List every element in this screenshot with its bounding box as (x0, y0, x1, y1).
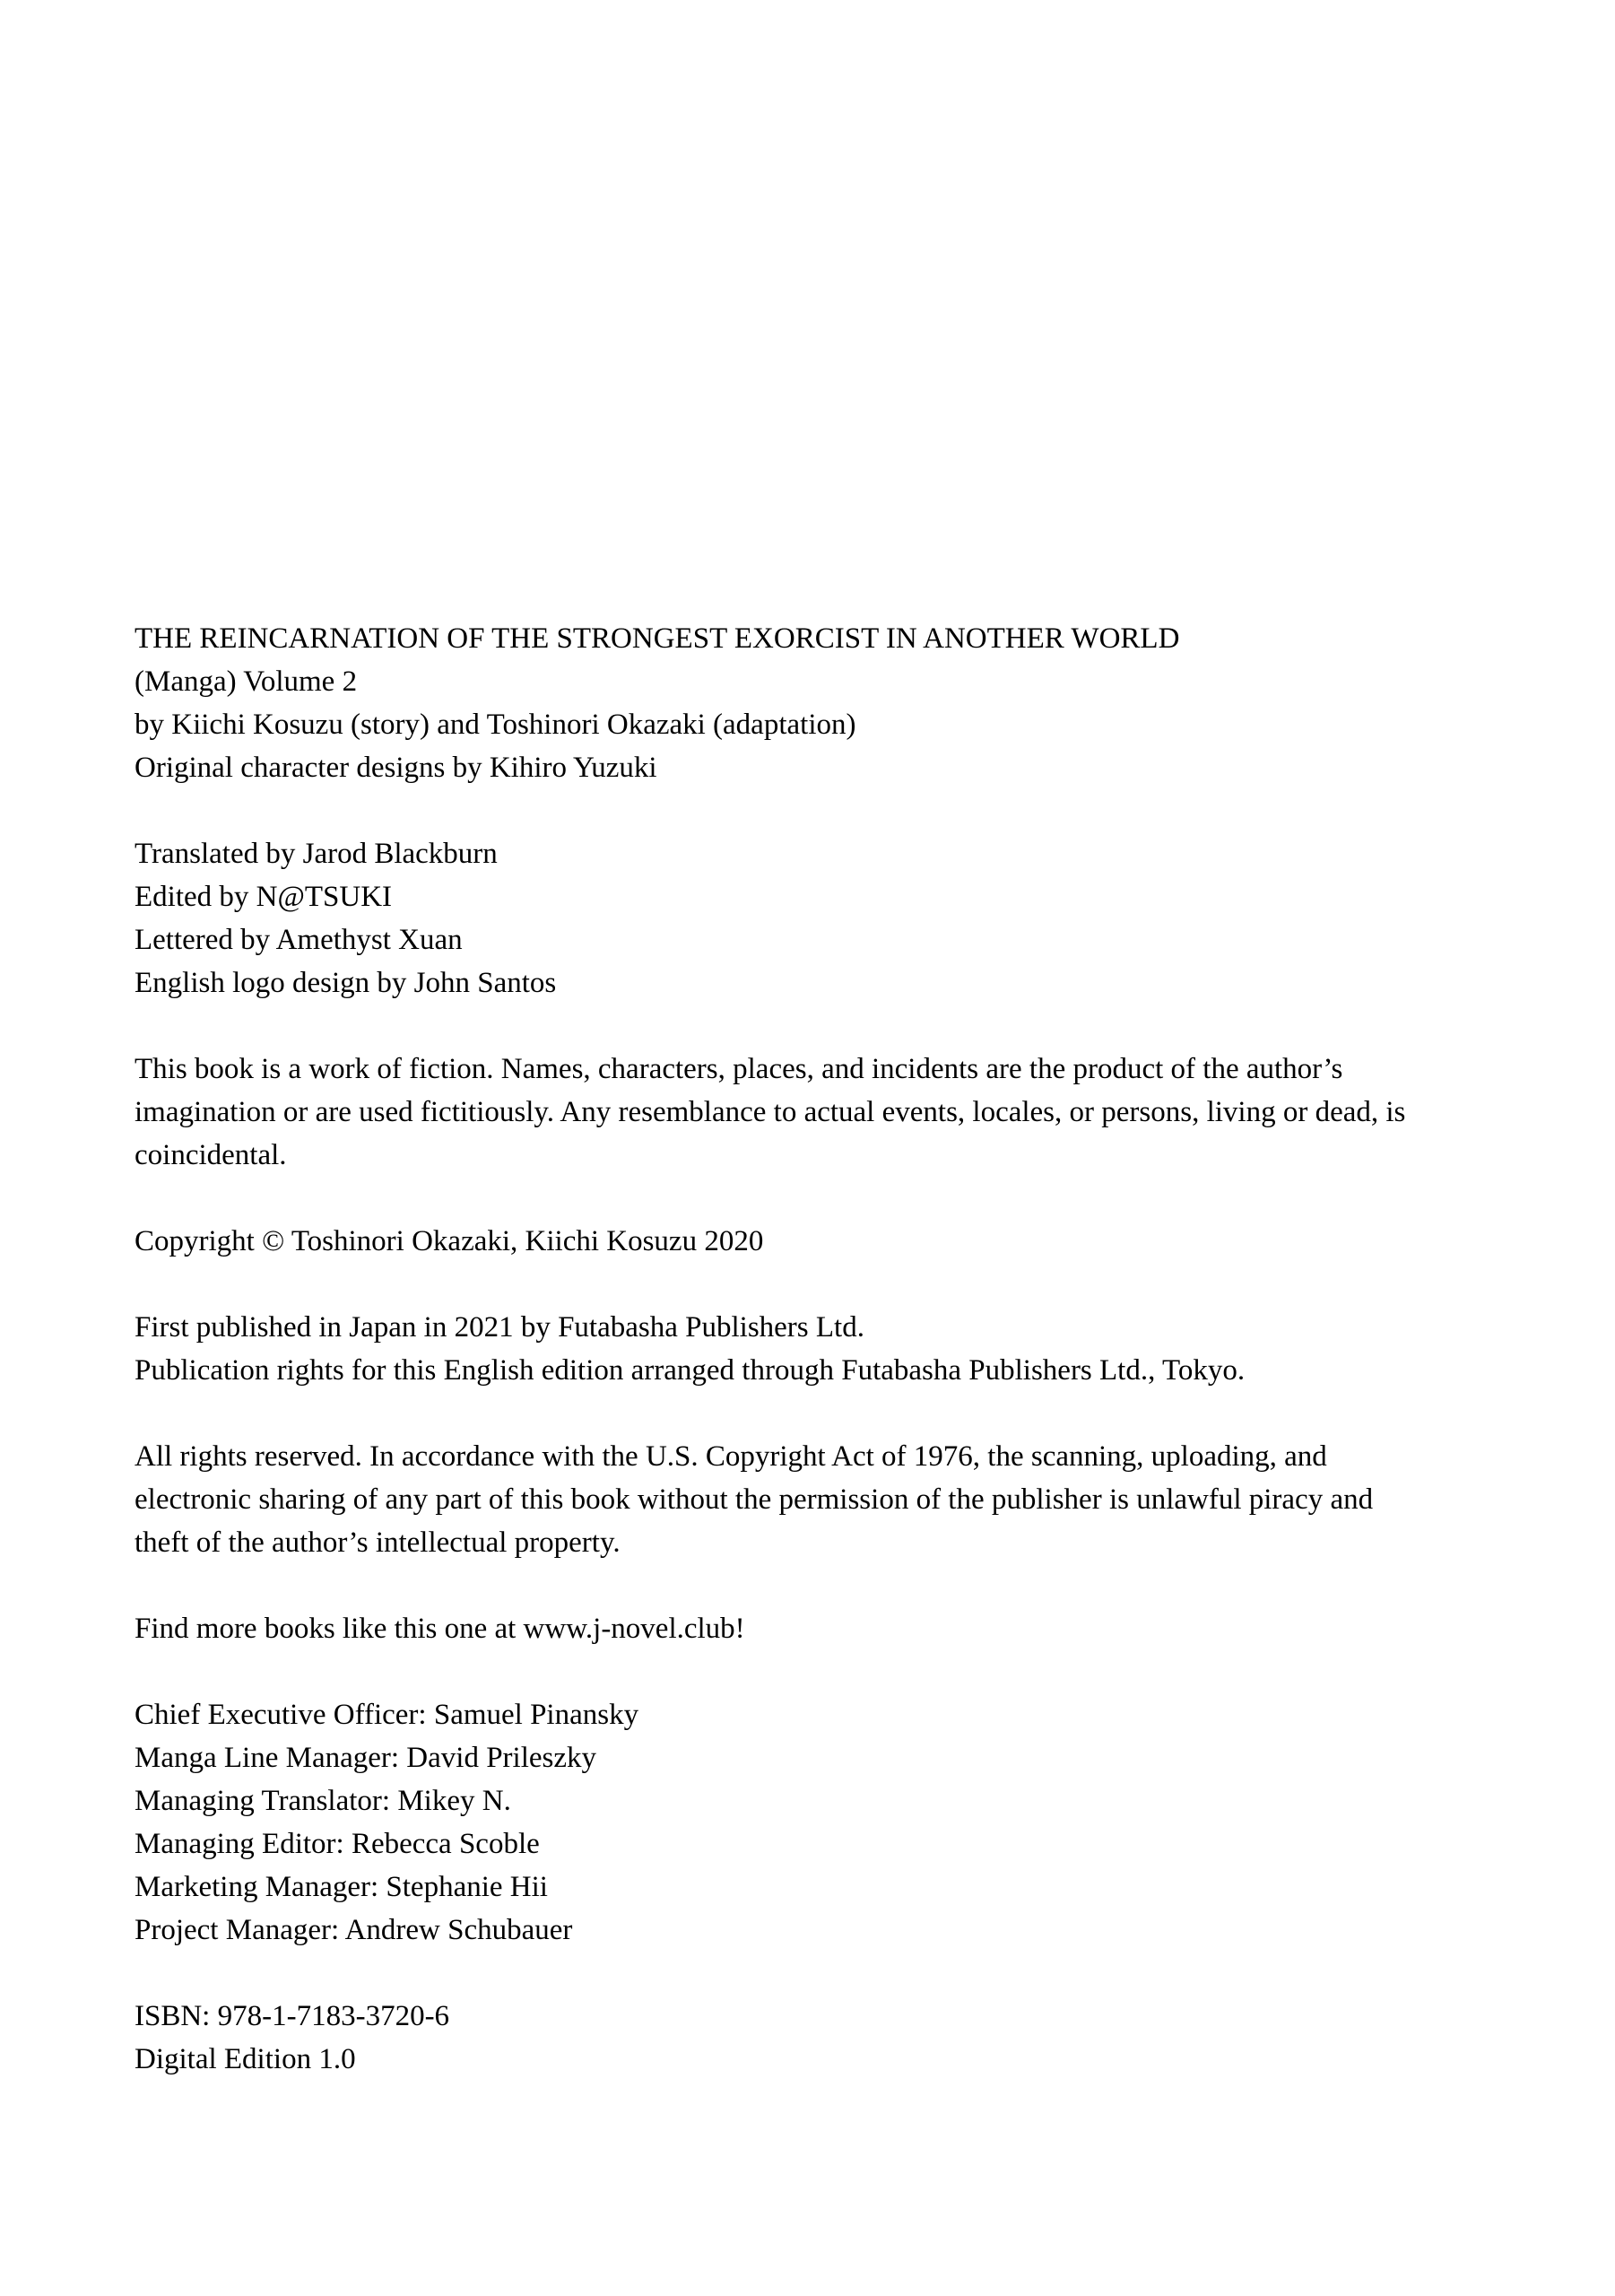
logo-designer-credit: English logo design by John Santos (135, 967, 557, 999)
ceo-credit: Chief Executive Officer: Samuel Pinansky (135, 1699, 639, 1731)
copyright-block (135, 1220, 1419, 1263)
fiction-disclaimer-text: This book is a work of fiction. Names, characters, places, and incidents are the product of the author’s imagination or are used fictitiously. Any resemblance to actual events, locales, or persons, living or dead, is coincidental. (135, 1053, 1406, 1171)
managing-editor-credit: Managing Editor: Rebecca Scoble (135, 1828, 540, 1860)
author-byline: by Kiichi Kosuzu (story) and Toshinori Okazaki (adaptation) (135, 709, 856, 741)
letterer-credit: Lettered by Amethyst Xuan (135, 924, 463, 956)
rights-arrangement-line: Publication rights for this English edition arranged through Futabasha Publishers Ltd., Tokyo. (135, 1354, 1246, 1387)
publication-block (135, 1306, 1419, 1392)
managing-translator-credit: Managing Translator: Mikey N. (135, 1785, 511, 1817)
editor-credit: Edited by N@TSUKI (135, 881, 393, 913)
colophon-text-column (135, 617, 1419, 2081)
find-more-text: Find more books like this one at www.j-novel.club! (135, 1613, 745, 1645)
character-designs-credit: Original character designs by Kihiro Yuzuki (135, 752, 657, 784)
isbn-line: ISBN: 978-1-7183-3720-6 (135, 2000, 450, 2032)
book-title: THE REINCARNATION OF THE STRONGEST EXORCIST IN ANOTHER WORLD (135, 622, 1180, 655)
title-block (135, 617, 1419, 789)
fiction-disclaimer (135, 1048, 1419, 1177)
corporate-credits-block (135, 1693, 1419, 1952)
translator-credit: Translated by Jarod Blackburn (135, 838, 498, 870)
marketing-manager-credit: Marketing Manager: Stephanie Hii (135, 1871, 548, 1903)
staff-block (135, 832, 1419, 1004)
first-published-line: First published in Japan in 2021 by Futabasha Publishers Ltd. (135, 1311, 864, 1344)
find-more-block (135, 1607, 1419, 1650)
copyright-notice: Copyright © Toshinori Okazaki, Kiichi Kosuzu 2020 (135, 1225, 764, 1257)
project-manager-credit: Project Manager: Andrew Schubauer (135, 1914, 573, 1946)
edition-block (135, 1995, 1419, 2081)
digital-edition-line: Digital Edition 1.0 (135, 2043, 356, 2075)
volume-label: (Manga) Volume 2 (135, 665, 358, 698)
manga-line-manager-credit: Manga Line Manager: David Prileszky (135, 1742, 597, 1774)
rights-notice-text: All rights reserved. In accordance with the U.S. Copyright Act of 1976, the scanning, uploading, and electronic sharing of any part of this book without the permission of the publisher is unlawful piracy and theft of the author’s intellectual property. (135, 1440, 1374, 1559)
rights-notice-block (135, 1435, 1419, 1564)
